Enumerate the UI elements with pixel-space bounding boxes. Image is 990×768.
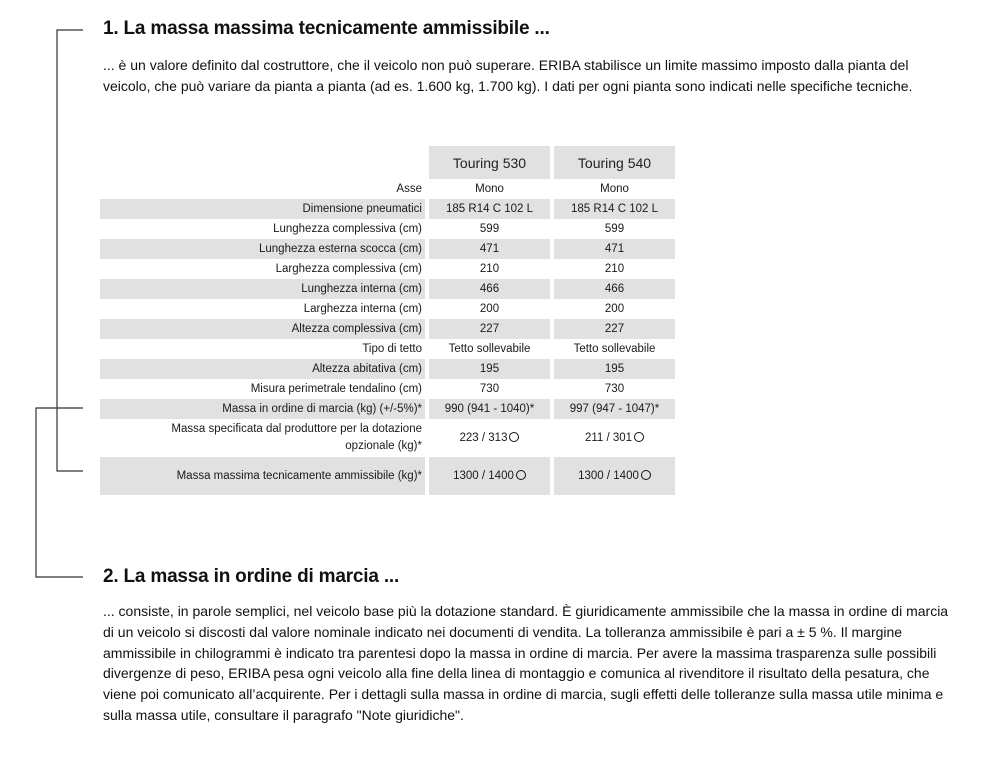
row-label-line1: Massa specificata dal produttore per la dotazione	[171, 423, 422, 435]
section2-heading: 2. La massa in ordine di marcia ...	[103, 566, 400, 587]
cell-value: 471	[554, 239, 675, 259]
cell-value: 997 (947 - 1047)*	[554, 399, 675, 419]
bracket-section2	[36, 408, 83, 577]
cell-value: 227	[429, 319, 550, 339]
cell-value: 990 (941 - 1040)*	[429, 399, 550, 419]
row-label: Altezza abitativa (cm)	[100, 359, 425, 379]
cell-value: 210	[604, 263, 625, 275]
row-label: Larghezza interna (cm)	[303, 303, 422, 315]
optional-circle-icon	[634, 432, 644, 442]
cell-value: Tetto sollevabile	[448, 343, 531, 355]
cell-value: 211 / 301	[554, 419, 675, 457]
table-row	[100, 179, 675, 199]
table-row	[100, 219, 675, 239]
row-label: Massa in ordine di marcia (kg) (+/-5%)*	[100, 399, 425, 419]
table-row	[100, 419, 675, 457]
row-label: Tipo di tetto	[362, 343, 422, 355]
section1-paragraph: ... è un valore definito dal costruttore, che il veicolo non può superare. ERIBA stabilisce un limite massimo imposto dalla pianta del veicolo, che può variare da pianta a pianta (ad es. 1.600 kg, 1.700 kg). I dati per ogni pianta sono indicati nelle specifiche tecniche.	[103, 57, 913, 94]
table-row	[100, 339, 675, 359]
cell-value: Mono	[600, 183, 629, 195]
table-row	[100, 399, 675, 419]
cell-value: 599	[479, 223, 500, 235]
optional-circle-icon	[509, 432, 519, 442]
cell-value: 223 / 313	[429, 419, 550, 457]
table-header-row	[100, 146, 675, 179]
cell-value: 471	[429, 239, 550, 259]
row-label: Dimensione pneumatici	[100, 199, 425, 219]
table-row	[100, 299, 675, 319]
row-label: Asse	[396, 183, 422, 195]
specs-table	[100, 146, 675, 495]
cell-value: 185 R14 C 102 L	[554, 199, 675, 219]
row-label: Larghezza complessiva (cm)	[275, 263, 422, 275]
column-header: Touring 530	[429, 146, 550, 179]
row-label: Massa massima tecnicamente ammissibile (kg)*	[100, 457, 425, 495]
table-row	[100, 279, 675, 299]
row-label: Lunghezza interna (cm)	[100, 279, 425, 299]
cell-value: 730	[604, 383, 625, 395]
cell-value: 227	[554, 319, 675, 339]
row-label: Lunghezza esterna scocca (cm)	[100, 239, 425, 259]
section2-paragraph: ... consiste, in parole semplici, nel veicolo base più la dotazione standard. È giuridicamente ammissibile che la massa in ordine di marcia di un veicolo si discosti dal valore nominale indicato nei documenti di vendita. La tolleranza ammissibile è pari a ± 5 %. Il margine ammissibile in chilogrammi è indicato tra parentesi dopo la massa in ordine di marcia. Per avere la massima trasparenza sulle possibili divergenze di peso, ERIBA pesa ogni veicolo alla fine della linea di montaggio e comunica al rivenditore il risultato della pesatura, che viene poi comunicato all’acquirente. Per i dettagli sulla massa in ordine di marcia, sugli effetti delle tolleranze sulla massa utile minima e sulla massa utile, consultare il paragrafo "Note giuridiche".	[103, 603, 949, 723]
cell-value: 1300 / 1400	[554, 457, 675, 495]
cell-value: 599	[604, 223, 625, 235]
table-row	[100, 379, 675, 399]
cell-value: Mono	[475, 183, 504, 195]
cell-value: 195	[554, 359, 675, 379]
bracket-section1	[57, 30, 83, 471]
section1-heading: 1. La massa massima tecnicamente ammissibile ...	[103, 18, 550, 39]
cell-value: 730	[479, 383, 500, 395]
table-row	[100, 457, 675, 495]
table-row	[100, 259, 675, 279]
table-row	[100, 239, 675, 259]
cell-value: 1300 / 1400	[429, 457, 550, 495]
cell-value: 185 R14 C 102 L	[429, 199, 550, 219]
optional-circle-icon	[641, 470, 651, 480]
table-row	[100, 359, 675, 379]
cell-value: 200	[604, 303, 625, 315]
cell-value: 466	[554, 279, 675, 299]
row-label: Altezza complessiva (cm)	[100, 319, 425, 339]
cell-value: Tetto sollevabile	[573, 343, 656, 355]
column-header: Touring 540	[554, 146, 675, 179]
row-label: Misura perimetrale tendalino (cm)	[250, 383, 422, 395]
row-label	[100, 419, 425, 457]
cell-value: 466	[429, 279, 550, 299]
row-label: Lunghezza complessiva (cm)	[273, 223, 422, 235]
cell-value: 195	[429, 359, 550, 379]
row-label-line2: opzionale (kg)*	[345, 440, 422, 452]
cell-value: 200	[479, 303, 500, 315]
cell-value: 210	[479, 263, 500, 275]
table-row	[100, 199, 675, 219]
optional-circle-icon	[516, 470, 526, 480]
table-row	[100, 319, 675, 339]
